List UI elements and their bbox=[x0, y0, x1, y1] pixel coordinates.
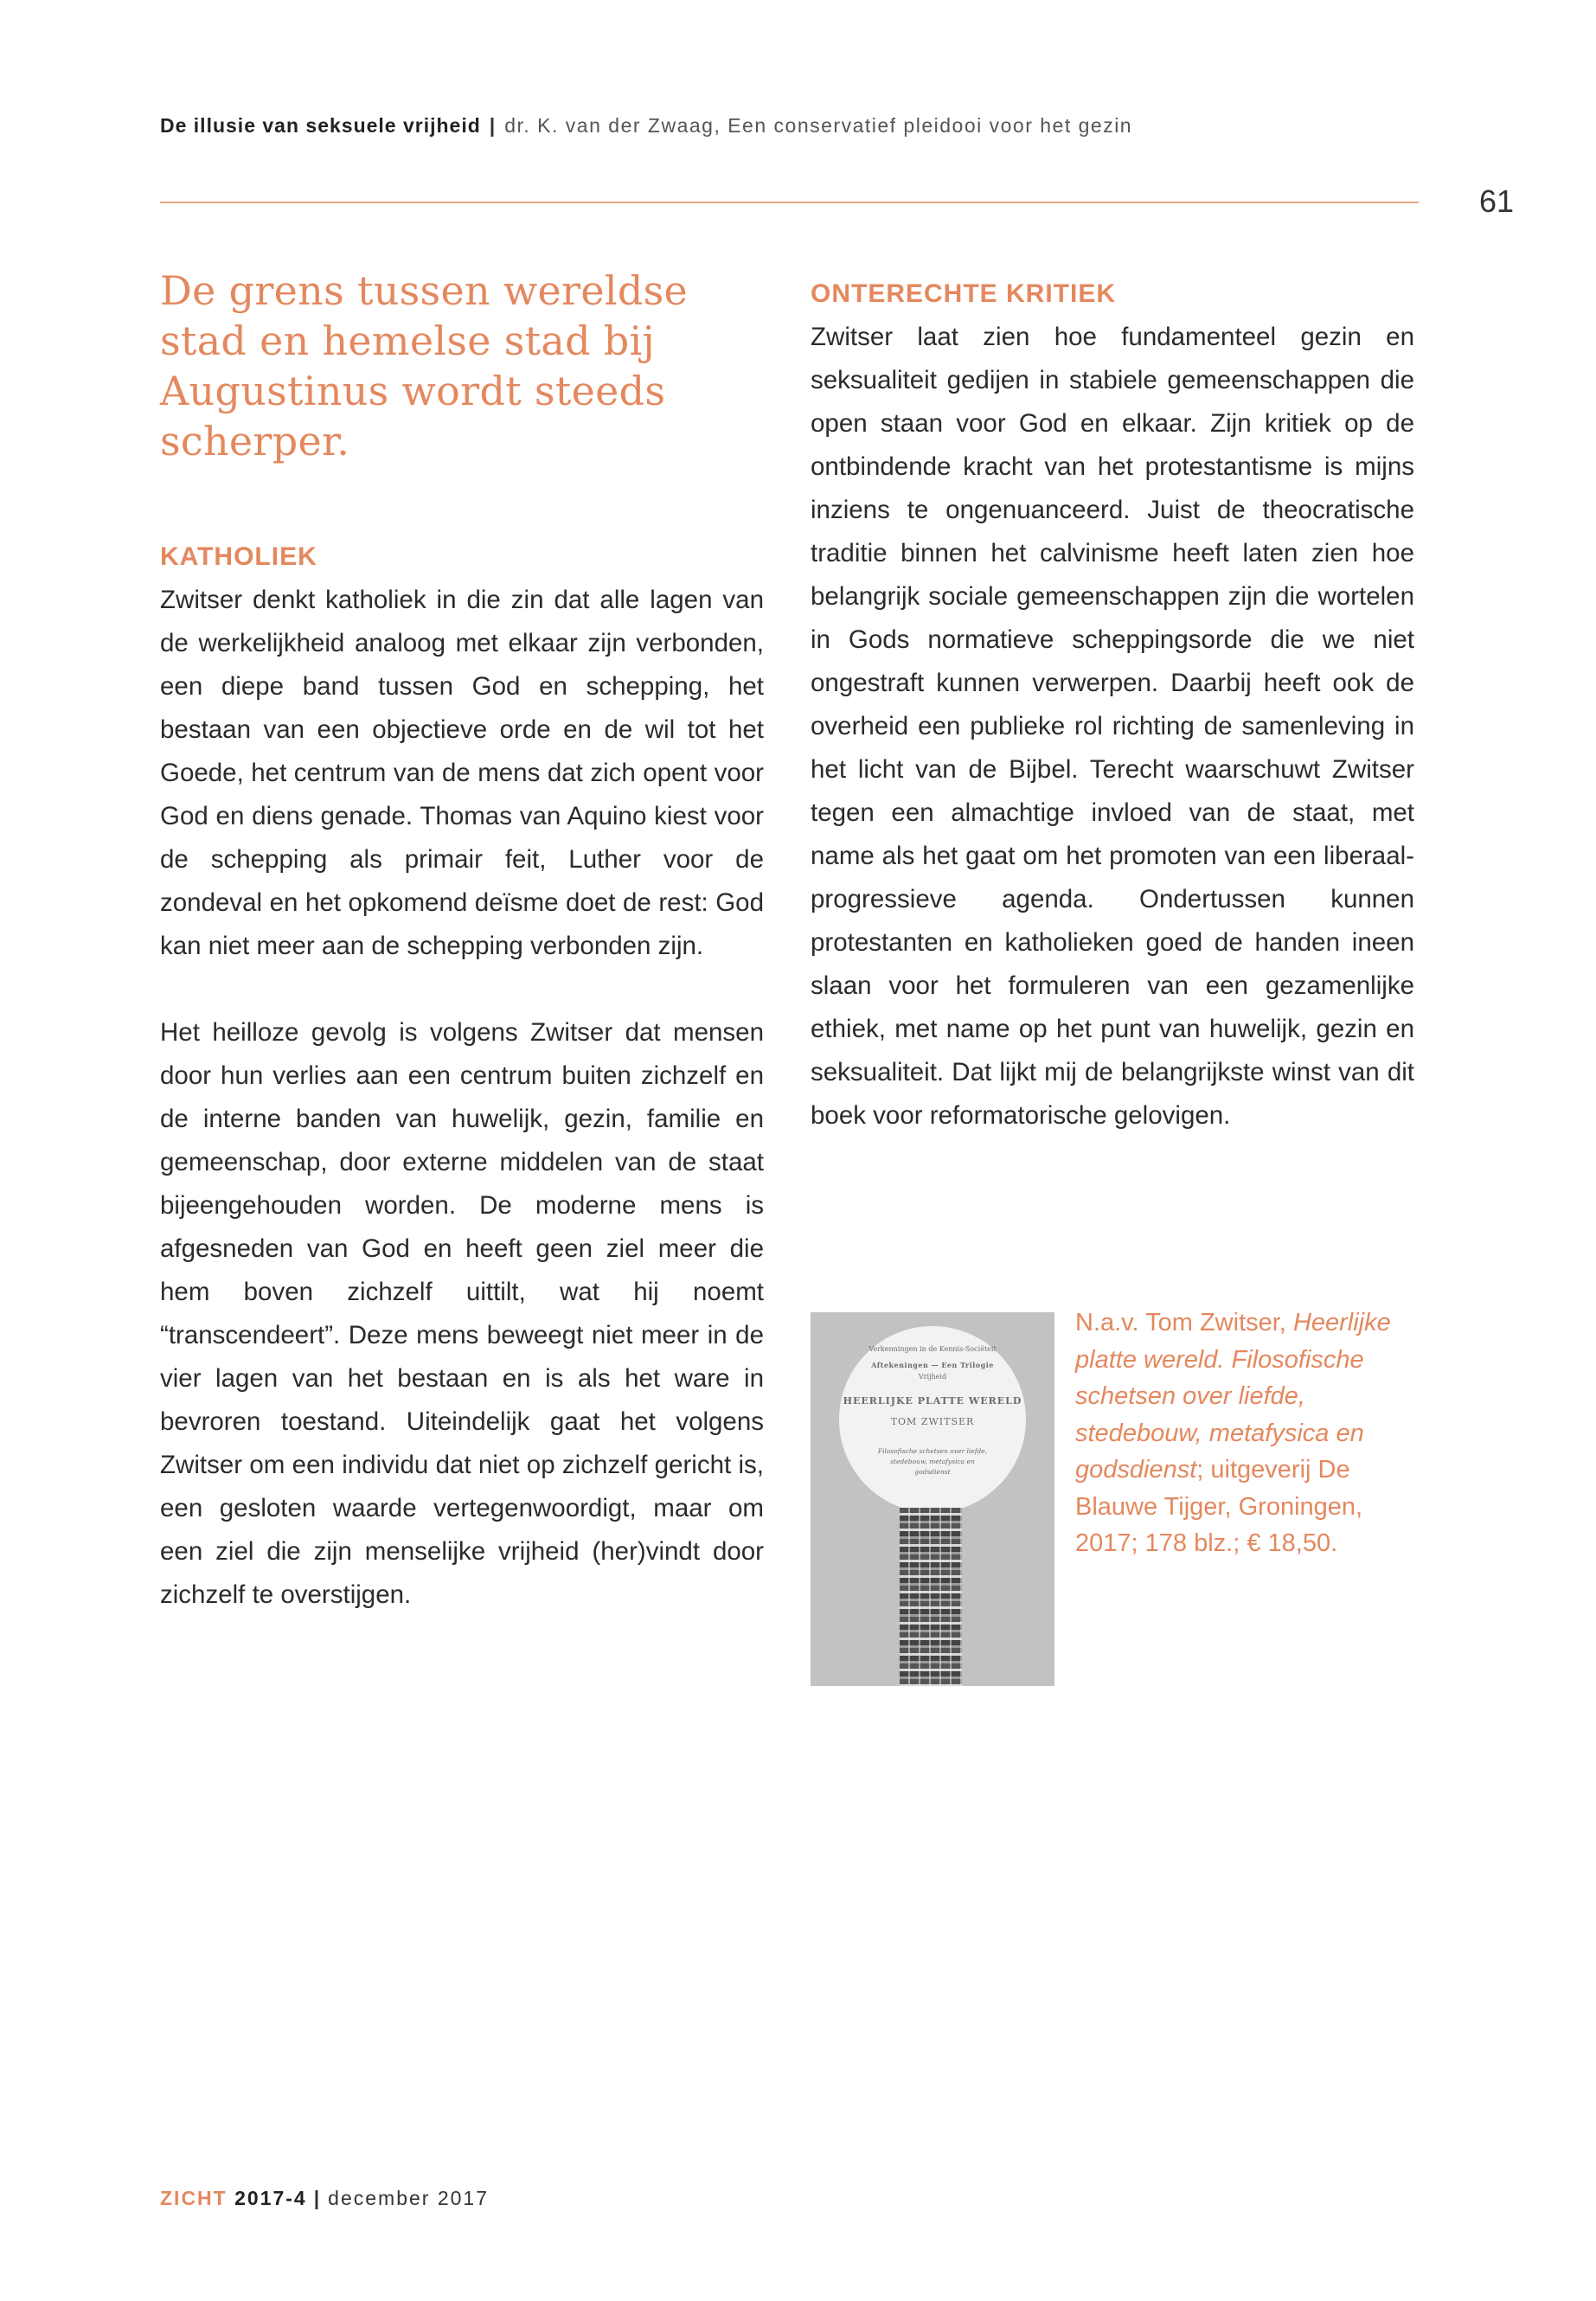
book-cover-sub-series: Vrijheid bbox=[918, 1373, 947, 1381]
caption-book-title: Heerlijke platte wereld. Filosofische schetsen over liefde, stedebouw, metafysica en godsdienst bbox=[1075, 1309, 1391, 1484]
footer-separator: | bbox=[313, 2187, 322, 2209]
header-article-title: De illusie van seksuele vrijheid bbox=[160, 114, 481, 137]
book-cover-image bbox=[811, 1312, 1054, 1686]
left-column bbox=[160, 255, 764, 1617]
book-cover-top-text: Verkenningen in de Kennis-Sociëteit bbox=[869, 1345, 997, 1353]
footer-magazine: ZICHT bbox=[160, 2187, 228, 2209]
header-rule bbox=[160, 202, 1419, 203]
header-subtitle: dr. K. van der Zwaag, Een conservatief pleidooi voor het gezin bbox=[504, 114, 1133, 137]
book-cover-building-photo bbox=[900, 1508, 962, 1686]
book-cover-tagline: stedebouw, metafysica en bbox=[890, 1458, 975, 1465]
section-heading-katholiek: KATHOLIEK bbox=[160, 542, 317, 571]
book-cover-circle bbox=[839, 1326, 1026, 1513]
book-cover-series: Aftekeningen — Een Trilogie bbox=[871, 1361, 994, 1369]
section-heading-onterechte-kritiek: ONTERECHTE KRITIEK bbox=[811, 279, 1117, 308]
caption-publication-details: ; uitgeverij De Blauwe Tijger, Groningen, 2017; 178 blz.; € 18,50. bbox=[1075, 1456, 1363, 1557]
body-paragraph: Zwitser denkt katholiek in die zin dat alle lagen van de werkelijkheid analoog met elkaar zijn verbonden, een diepe band tussen God en schepping, het bestaan van een objectieve orde en de wil tot het Goede, het centrum van de mens dat zich opent voor God en diens genade. Thomas van Aquino kiest voor de schepping als primair feit, Luther voor de zondeval en het opkomend deïsme doet de rest: God kan niet meer aan de schepping verbonden zijn. bbox=[160, 586, 764, 960]
book-cover-tagline: Filosofische schetsen over liefde, bbox=[877, 1447, 988, 1455]
footer-date: december 2017 bbox=[328, 2187, 490, 2209]
book-cover-author: TOM ZWITSER bbox=[890, 1416, 975, 1427]
caption-prefix: N.a.v. Tom Zwitser, bbox=[1075, 1309, 1293, 1336]
page-number: 61 bbox=[1479, 183, 1515, 219]
book-cover-title: HEERLIJKE PLATTE WERELD bbox=[843, 1395, 1022, 1407]
body-paragraph: Zwitser laat zien hoe fundamenteel gezin en seksualiteit gedijen in stabiele gemeenschappen die open staan voor God en elkaar. Zijn kritiek op de ontbindende kracht van het protestantisme is mijns inziens te ongenuanceerd. Juist de theocratische traditie binnen het calvinisme heeft laten zien hoe belangrijk sociale gemeenschappen zijn die wortelen in Gods normatieve scheppingsorde die we niet ongestraft kunnen verwerpen. Daarbij heeft ook de overheid een publieke rol richting de samenleving in het licht van de Bijbel. Terecht waarschuwt Zwitser tegen een almachtige invloed van de staat, met name als het gaat om het promoten van een liberaal-progressieve agenda. Ondertussen kunnen protestanten en katholieken goed de handen ineen slaan voor het formuleren van een gezamenlijke ethiek, met name op het punt van huwelijk, gezin en seksualiteit. Dat lijkt mij de belangrijkste winst van dit boek voor reformatorische gelovigen. bbox=[811, 323, 1414, 1130]
footer-issue: 2017-4 bbox=[234, 2187, 307, 2209]
body-paragraph: Het heilloze gevolg is volgens Zwitser dat mensen door hun verlies aan een centrum buiten zichzelf en de interne banden van huwelijk, gezin, familie en gemeenschap, door externe middelen van de staat bijeengehouden worden. De moderne mens is afgesneden van God en heeft geen ziel meer die hem boven zichzelf uittilt, wat hij noemt “transcendeert”. Deze mens beweegt niet meer in de vier lagen van het bestaan en is als het ware in bevroren toestand. Uiteindelijk gaat het volgens Zwitser om een individu dat niet op zichzelf gericht is, een gesloten waarde vertegenwoordigt, maar om een ziel die zijn menselijke vrijheid (her)vindt door zichzelf te overstijgen. bbox=[160, 1018, 764, 1609]
header-separator: | bbox=[489, 114, 497, 137]
right-column bbox=[811, 272, 1414, 1138]
book-caption bbox=[1075, 1304, 1430, 1562]
book-cover-tagline: godsdienst bbox=[914, 1468, 951, 1476]
running-footer bbox=[160, 2187, 489, 2210]
pull-quote: De grens tussen wereldse stad en hemelse stad bij Augustinus wordt steeds scherper. bbox=[160, 267, 689, 465]
running-header bbox=[160, 114, 1132, 138]
